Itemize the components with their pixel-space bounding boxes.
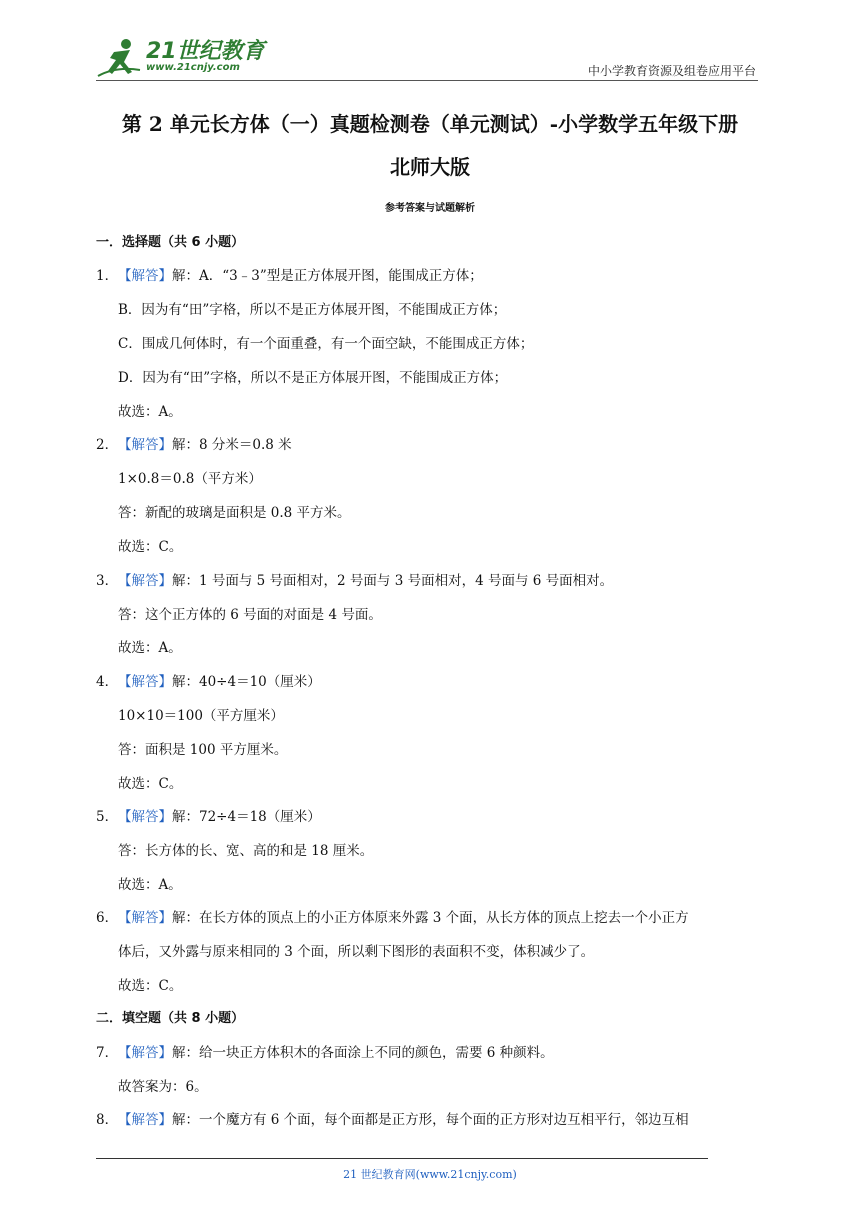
question-2: [96, 433, 292, 453]
answer-choice: 故选：C。: [118, 978, 183, 994]
doc-title-line1: 第 2 单元长方体（一）真题检测卷（单元测试）-小学数学五年级下册: [121, 112, 739, 136]
answer-line: B．因为有“田”字格，所以不是正方体展开图，不能围成正方体；: [118, 302, 507, 318]
answer-choice: 故选：C。: [118, 539, 183, 555]
section-heading: 二．填空题（共 8 小题）: [96, 1011, 245, 1026]
answer-line: 答：新配的玻璃是面积是 0.8 平方米。: [118, 505, 351, 521]
question-4: [96, 670, 321, 690]
answer-tag: 【解答】: [118, 573, 172, 589]
answer-text: 解：72÷4＝18（厘米）: [172, 809, 321, 825]
answer-choice: 故选：A。: [118, 404, 182, 420]
logo-title: 21世纪教育: [146, 39, 265, 64]
answer-line: 答：面积是 100 平方厘米。: [118, 742, 288, 758]
section-heading: 一．选择题（共 6 小题）: [96, 235, 245, 250]
logo-url: www.21cnjy.com: [146, 62, 240, 73]
answer-line: 体后，又外露与原来相同的 3 个面，所以剩下图形的表面积不变，体积减少了。: [118, 944, 595, 960]
answer-choice: 故答案为：6。: [118, 1079, 208, 1095]
question-number: 4．: [96, 674, 119, 690]
question-number: 3．: [96, 573, 119, 589]
answer-text: 解：8 分米＝0.8 米: [172, 437, 292, 453]
question-1: [96, 264, 483, 284]
question-number: 5．: [96, 809, 119, 825]
answer-line: 1×0.8＝0.8（平方米）: [118, 471, 262, 487]
answer-tag: 【解答】: [118, 1045, 172, 1061]
answer-text: 解：1 号面与 5 号面相对，2 号面与 3 号面相对，4 号面与 6 号面相对。: [172, 573, 614, 589]
question-number: 6．: [96, 910, 119, 926]
answer-choice: 故选：A。: [118, 877, 182, 893]
answer-text: 解：一个魔方有 6 个面，每个面都是正方形，每个面的正方形对边互相平行，邻边互相: [172, 1112, 689, 1128]
question-6: [96, 906, 689, 926]
platform-name: 中小学教育资源及组卷应用平台: [587, 64, 756, 78]
answer-text: 解：40÷4＝10（厘米）: [172, 674, 321, 690]
answer-tag: 【解答】: [118, 437, 172, 453]
answer-line: D．因为有“田”字格，所以不是正方体展开图，不能围成正方体；: [118, 370, 508, 386]
question-8: [96, 1108, 689, 1128]
footer-divider: [96, 1158, 708, 1159]
answer-tag: 【解答】: [118, 1112, 172, 1128]
question-7: [96, 1041, 554, 1061]
answer-line: 答：这个正方体的 6 号面的对面是 4 号面。: [118, 607, 382, 623]
question-number: 2．: [96, 437, 119, 453]
question-3: [96, 569, 613, 589]
answer-tag: 【解答】: [118, 910, 172, 926]
doc-subtitle: 参考答案与试题解析: [385, 203, 475, 214]
question-number: 8．: [96, 1112, 119, 1128]
answer-choice: 故选：A。: [118, 640, 182, 656]
answer-tag: 【解答】: [118, 268, 172, 284]
question-number: 7．: [96, 1045, 119, 1061]
answer-text: 解：A．“3﹣3”型是正方体展开图，能围成正方体；: [172, 268, 483, 284]
answer-line: C．围成几何体时，有一个面重叠，有一个面空缺，不能围成正方体；: [118, 336, 534, 352]
answer-tag: 【解答】: [118, 674, 172, 690]
header-divider: [96, 80, 758, 81]
question-number: 1．: [96, 268, 119, 284]
footer-link[interactable]: 21 世纪教育网(www.21cnjy.com): [343, 1168, 517, 1181]
answer-line: 10×10＝100（平方厘米）: [118, 708, 284, 724]
doc-title-line2: 北师大版: [390, 155, 470, 179]
runner-logo-icon: [96, 36, 144, 80]
page-header: [0, 0, 860, 84]
answer-text: 解：在长方体的顶点上的小正方体原来外露 3 个面，从长方体的顶点上挖去一个小正方: [172, 910, 689, 926]
question-5: [96, 805, 321, 825]
answer-tag: 【解答】: [118, 809, 172, 825]
answer-choice: 故选：C。: [118, 776, 183, 792]
answer-text: 解：给一块正方体积木的各面涂上不同的颜色，需要 6 种颜料。: [172, 1045, 554, 1061]
answer-line: 答：长方体的长、宽、高的和是 18 厘米。: [118, 843, 374, 859]
logo: [96, 36, 266, 80]
